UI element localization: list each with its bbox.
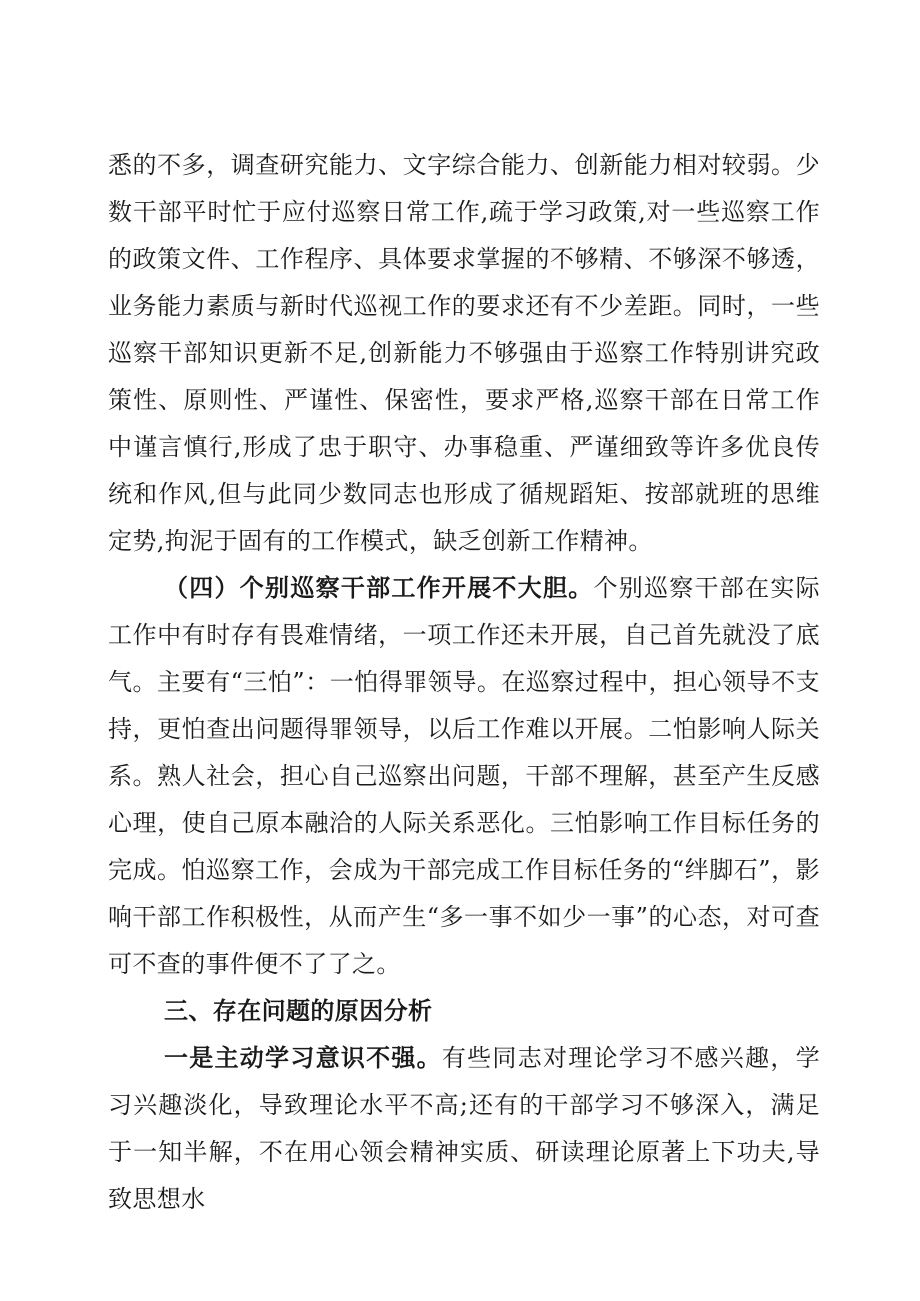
paragraph-2-lead: （四）个别巡察干部工作开展不大胆。 — [164, 574, 594, 602]
paragraph-3 — [108, 1035, 820, 1223]
paragraph-3-lead: 一是主动学习意识不强。 — [164, 1044, 442, 1072]
paragraph-3-body: 有些同志对理论学习不感兴趣，学习兴趣淡化，导致理论水平不高;还有的干部学习不够深入，满足于一知半解，不在用心领会精神实质、研读理论原著上下功夫,导致思想水 — [108, 1044, 820, 1213]
document-body — [108, 142, 820, 1223]
paragraph-2 — [108, 565, 820, 988]
section-heading: 三、存在问题的原因分析 — [164, 997, 433, 1025]
paragraph-2-body: 个别巡察干部在实际工作中有时存有畏难情绪，一项工作还未开展，自己首先就没了底气。主要有“三怕”：一怕得罪领导。在巡察过程中，担心领导不支持，更怕查出问题得罪领导，以后工作难以开展。二怕影响人际关系。熟人社会，担心自己巡察出问题，干部不理解，甚至产生反感心理，使自己原本融洽的人际关系恶化。三怕影响工作目标任务的完成。怕巡察工作，会成为干部完成工作目标任务的“绊脚石”，影响干部工作积极性，从而产生“多一事不如少一事”的心态，对可查可不查的事件便不了了之。 — [108, 574, 820, 978]
paragraph-1: 悉的不多，调查研究能力、文字综合能力、创新能力相对较弱。少数干部平时忙于应付巡察日常工作,疏于学习政策,对一些巡察工作的政策文件、工作程序、具体要求掌握的不够精、不够深不够透，业务能力素质与新时代巡视工作的要求还有不少差距。同时，一些巡察干部知识更新不足,创新能力不够强由于巡察工作特别讲究政策性、原则性、严谨性、保密性，要求严格,巡察干部在日常工作中谨言慎行,形成了忠于职守、办事稳重、严谨细致等许多优良传统和作风,但与此同少数同志也形成了循规蹈矩、按部就班的思维定势,拘泥于固有的工作模式，缺乏创新工作精神。 — [108, 151, 820, 555]
